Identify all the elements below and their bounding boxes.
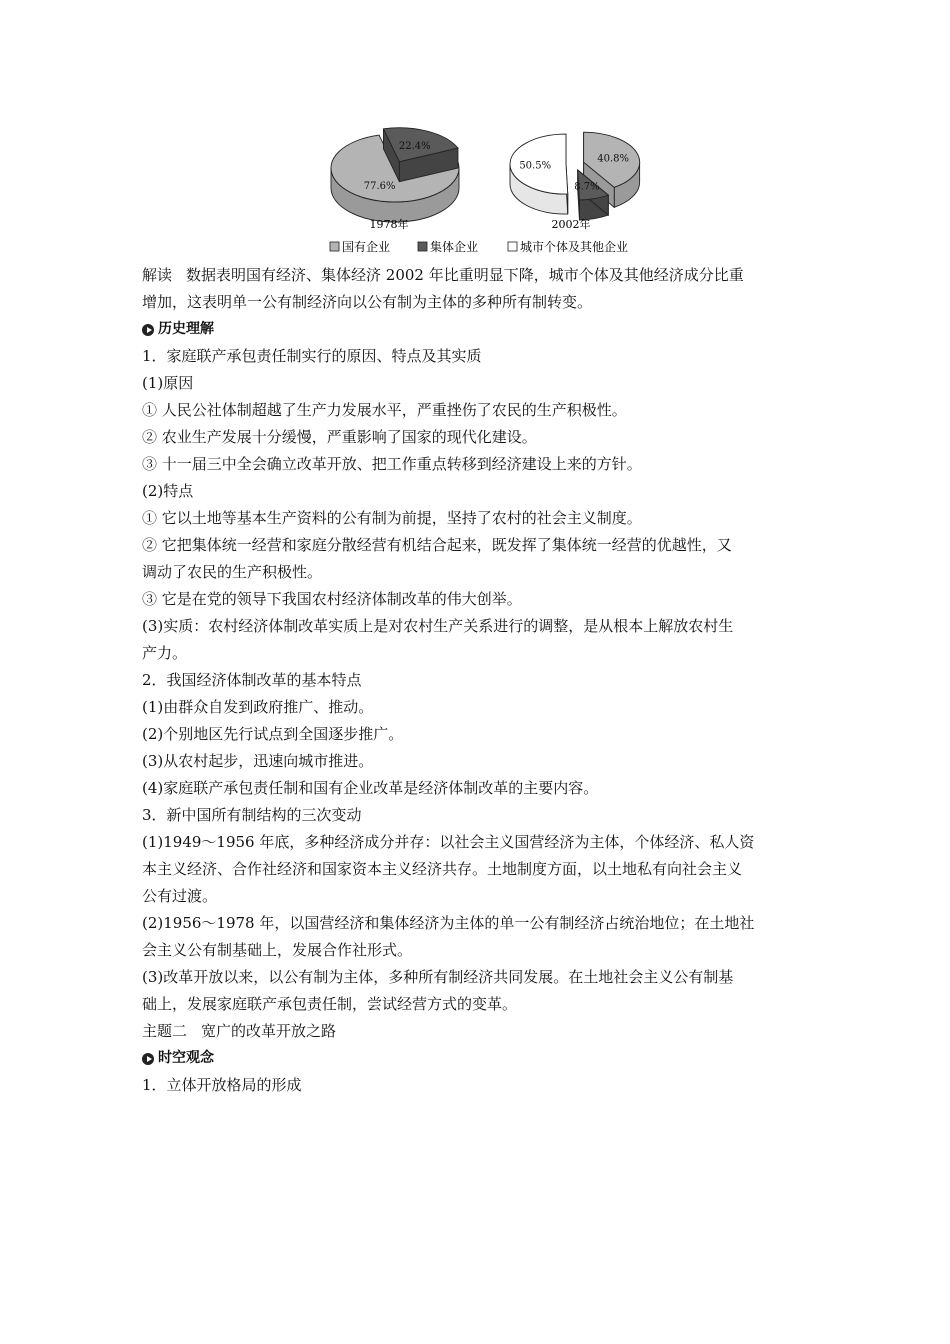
- play-circle-icon: [142, 324, 154, 336]
- legend-swatch-collective: [418, 242, 427, 251]
- subheading-1-3-a: (3)实质：农村经济体制改革实质上是对农村生产关系进行的调整，是从根本上解放农村生: [142, 617, 734, 635]
- item-3-3-a: (3)改革开放以来，以公有制为主体，多种所有制经济共同发展。在土地社会主义公有制基: [142, 968, 734, 986]
- item-3-1-c: 公有过渡。: [142, 887, 218, 905]
- legend-label-private: 城市个体及其他企业: [520, 240, 629, 254]
- item-2-1: (1)由群众自发到政府推广、推动。: [142, 698, 374, 716]
- chart-legend: [330, 239, 628, 254]
- subheading-1-1: (1)原因: [142, 374, 194, 392]
- item-3-1-a: (1)1949～1956 年底，多种经济成分并存：以社会主义国营经济为主体，个体经济、私人资: [142, 833, 755, 851]
- pie-data-label: 77.6%: [363, 180, 396, 192]
- interpret-text-2: 增加，这表明单一公有制经济向以公有制为主体的多种所有制转变。: [142, 293, 593, 311]
- topic-2-number: 主题二: [142, 1022, 188, 1040]
- item-2-3: (3)从农村起步，迅速向城市推进。: [142, 752, 374, 770]
- section-spacetime-concept: [142, 1045, 812, 1072]
- item-2-4: (4)家庭联产承包责任制和国有企业改革是经济体制改革的主要内容。: [142, 779, 599, 797]
- heading-4: 1．立体开放格局的形成: [142, 1076, 302, 1094]
- play-circle-icon: [142, 1053, 154, 1065]
- item-3-1-b: 本主义经济、合作社经济和国家资本主义经济共存。土地制度方面，以土地私有向社会主义: [142, 860, 743, 878]
- subheading-1-3-b: 产力。: [142, 644, 188, 662]
- heading-1: 1．家庭联产承包责任制实行的原因、特点及其实质: [142, 347, 482, 365]
- document-body: [142, 262, 812, 1099]
- item-2-2: (2)个别地区先行试点到全国逐步推广。: [142, 725, 404, 743]
- item-1-2-a: ① 它以土地等基本生产资料的公有制为前提，坚持了农村的社会主义制度。: [142, 509, 642, 527]
- pie-data-label: 50.5%: [519, 160, 552, 172]
- item-1-2-b-1: ② 它把集体统一经营和家庭分散经营有机结合起来，既发挥了集体统一经营的优越性，又: [142, 536, 732, 554]
- pie-data-label: 8.7%: [574, 181, 600, 193]
- interpretation: [142, 262, 812, 289]
- pie-slice-2: [510, 134, 568, 214]
- legend-label-collective: 集体企业: [430, 240, 479, 254]
- item-3-2-a: (2)1956～1978 年，以国营经济和集体经济为主体的单一公有制经济占统治地位；在土地社: [142, 914, 755, 932]
- pie-1978: [331, 128, 459, 222]
- ownership-pie-charts: [300, 118, 650, 260]
- legend-swatch-private: [508, 242, 517, 251]
- subheading-1-2: (2)特点: [142, 482, 194, 500]
- item-1-1-a: ① 人民公社体制超越了生产力发展水平，严重挫伤了农民的生产积极性。: [142, 401, 627, 419]
- pie-data-label: 40.8%: [597, 153, 630, 165]
- topic-2-heading: [142, 1018, 812, 1045]
- pie-data-label: 22.4%: [398, 140, 431, 152]
- section-title: 历史理解: [158, 321, 214, 337]
- heading-2: 2．我国经济体制改革的基本特点: [142, 671, 362, 689]
- pie-1978-caption: 1978年: [369, 218, 409, 231]
- pie-2002: [510, 132, 640, 220]
- pie-2002-caption: 2002年: [551, 218, 591, 231]
- section-history-understanding: [142, 316, 812, 343]
- legend-swatch-state: [330, 242, 339, 251]
- item-1-2-c: ③ 它是在党的领导下我国农村经济体制改革的伟大创举。: [142, 590, 522, 608]
- item-1-1-b: ② 农业生产发展十分缓慢，严重影响了国家的现代化建设。: [142, 428, 537, 446]
- topic-2-title: 宽广的改革开放之路: [201, 1022, 337, 1040]
- item-1-2-b-2: 调动了农民的生产积极性。: [142, 563, 323, 581]
- item-1-1-c: ③ 十一届三中全会确立改革开放、把工作重点转移到经济建设上来的方针。: [142, 455, 642, 473]
- item-3-2-b: 会主义公有制基础上，发展合作社形式。: [142, 941, 413, 959]
- interpret-label: 解读: [142, 266, 173, 284]
- heading-3: 3．新中国所有制结构的三次变动: [142, 806, 362, 824]
- interpret-text-1: 数据表明国有经济、集体经济 2002 年比重明显下降，城市个体及其他经济成分比重: [186, 266, 744, 284]
- legend-label-state: 国有企业: [342, 240, 391, 254]
- item-3-3-b: 础上，发展家庭联产承包责任制，尝试经营方式的变革。: [142, 995, 518, 1013]
- section-title: 时空观念: [158, 1050, 214, 1066]
